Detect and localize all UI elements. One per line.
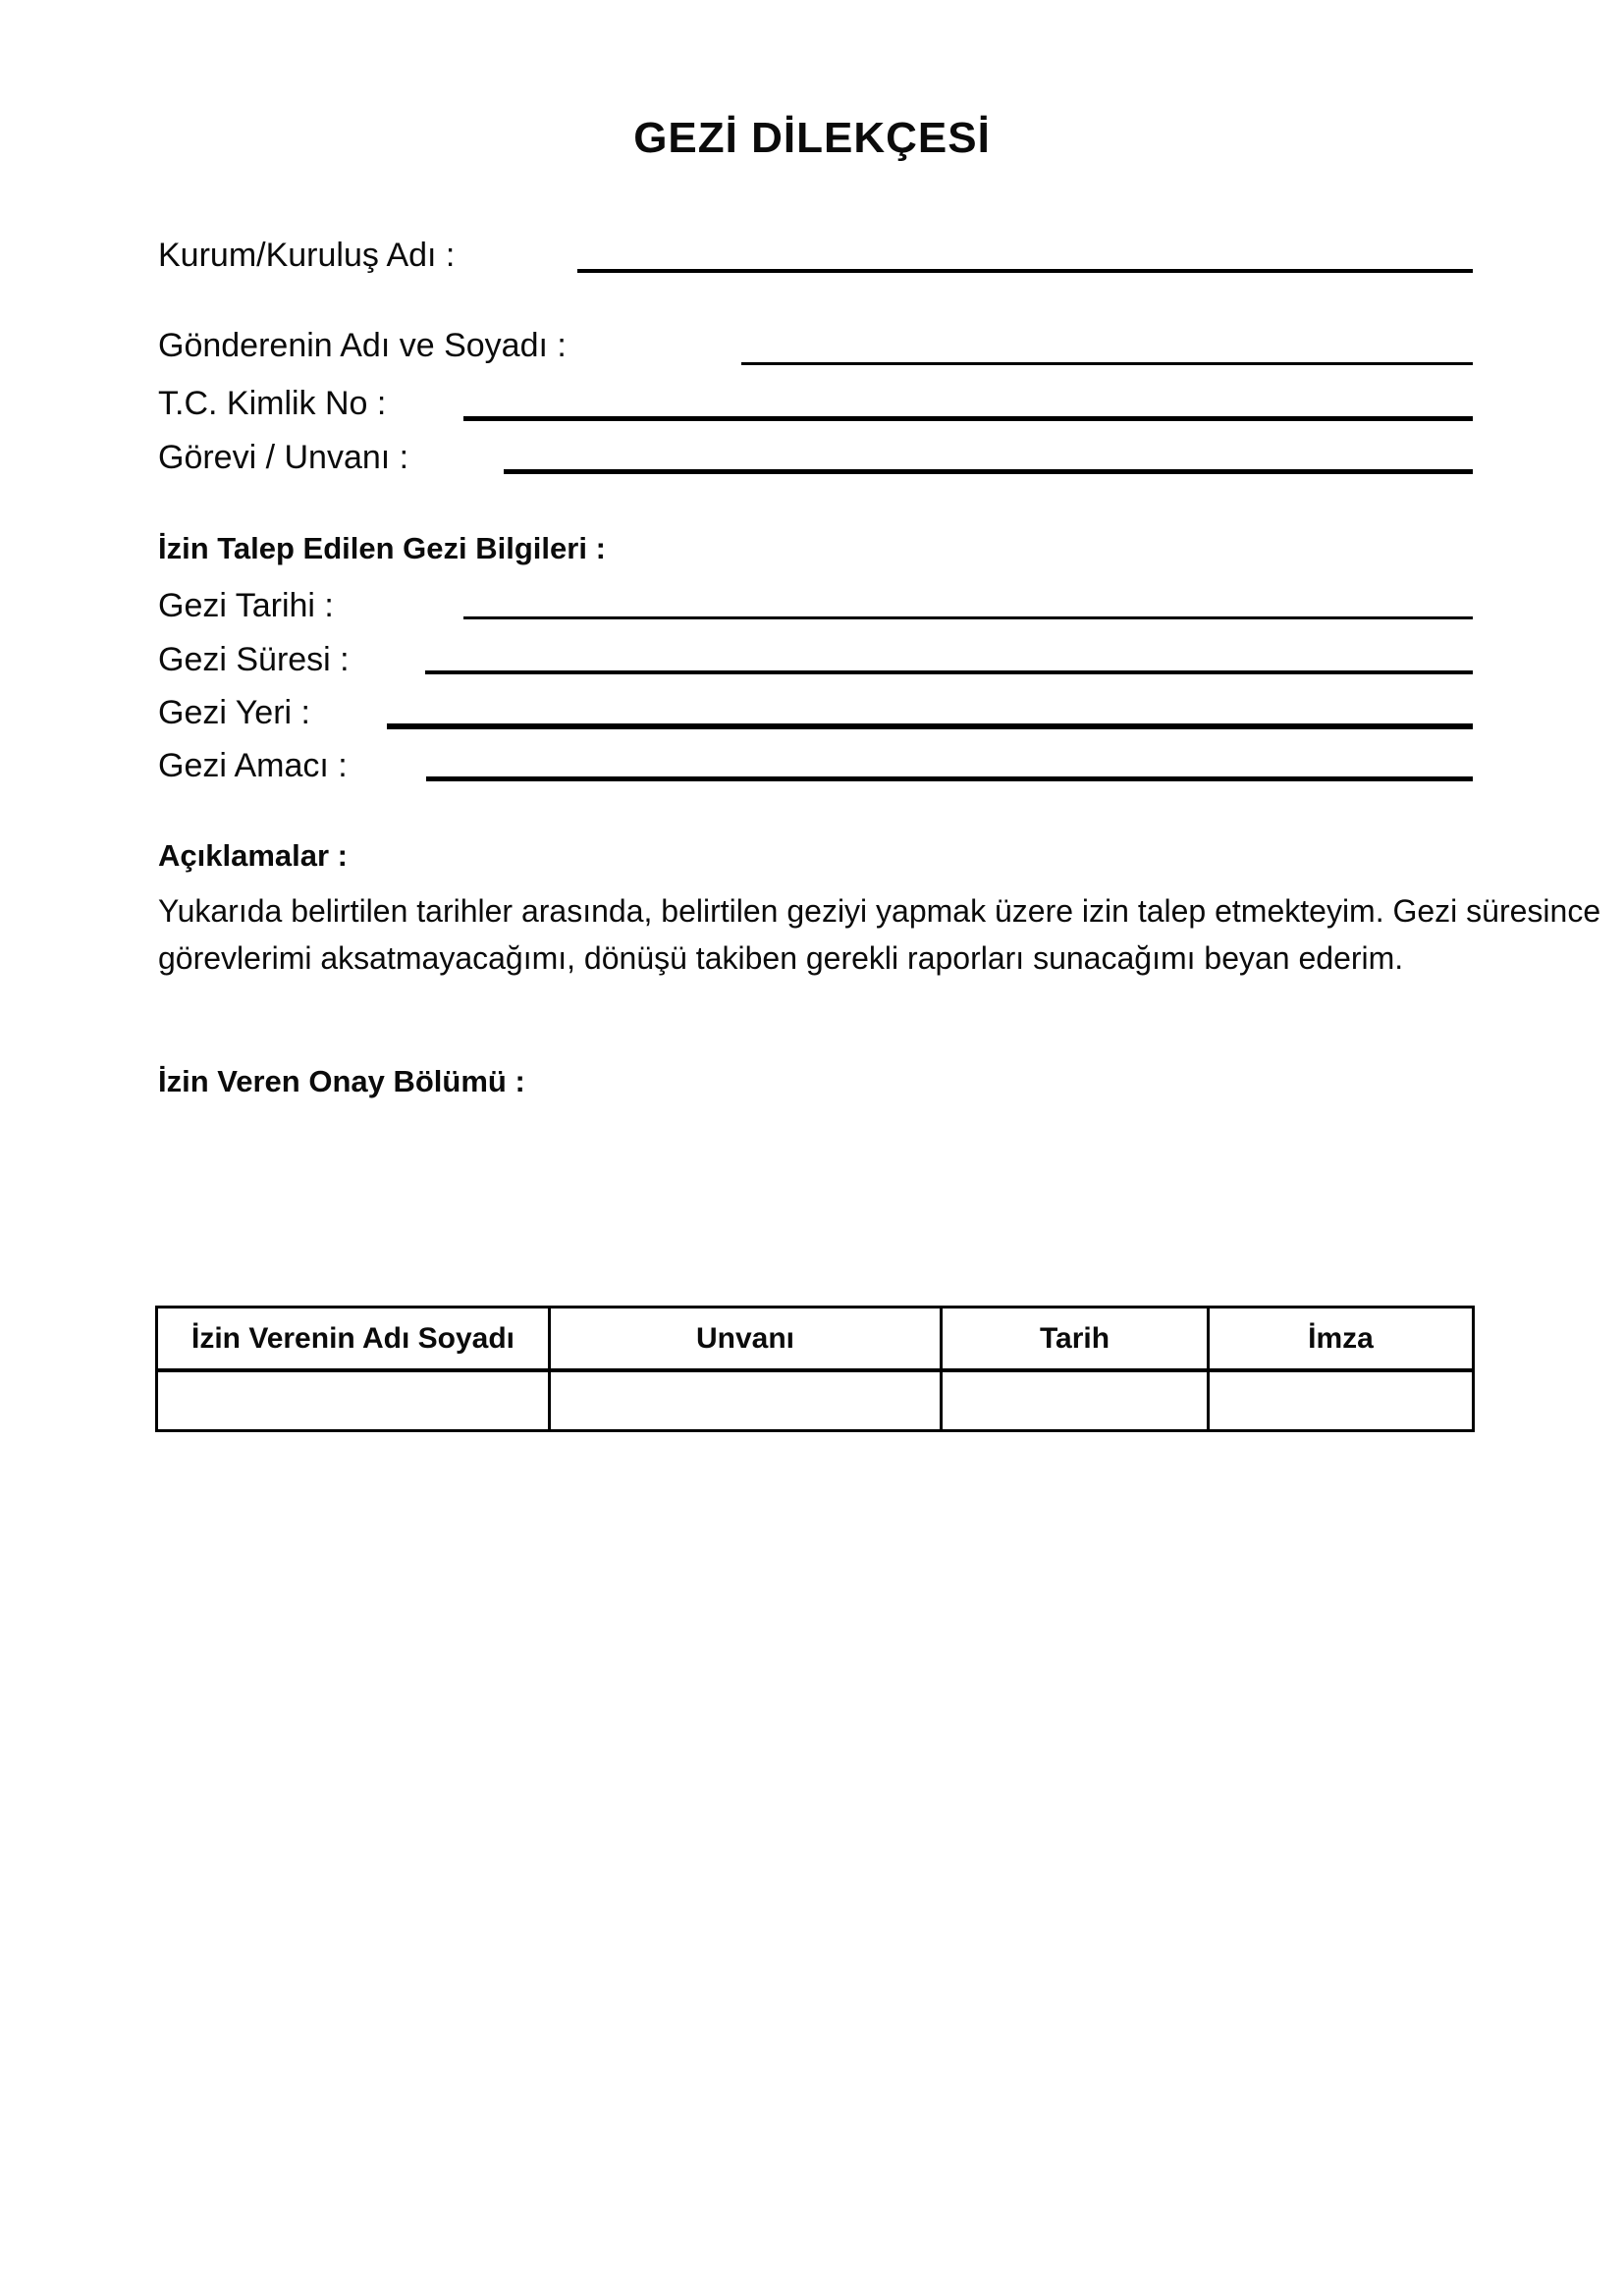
gezi-tarihi-label: Gezi Tarihi : bbox=[158, 587, 334, 624]
kurum-field-line[interactable] bbox=[577, 269, 1473, 273]
cell-unvani[interactable] bbox=[550, 1370, 942, 1431]
cell-izin-verenin-adi-soyadi[interactable] bbox=[157, 1370, 550, 1431]
gonderen-field-line[interactable] bbox=[741, 362, 1473, 365]
gezi-suresi-field-line[interactable] bbox=[425, 670, 1473, 674]
gezi-amaci-field-line[interactable] bbox=[426, 776, 1473, 781]
approval-table-header-row bbox=[157, 1308, 1474, 1371]
tc-kimlik-field-line[interactable] bbox=[463, 416, 1473, 421]
page-title: GEZİ DİLEKÇESİ bbox=[633, 114, 991, 162]
header-imza: İmza bbox=[1209, 1308, 1474, 1371]
cell-tarih[interactable] bbox=[942, 1370, 1209, 1431]
header-unvani: Unvanı bbox=[550, 1308, 942, 1371]
header-tarih: Tarih bbox=[942, 1308, 1209, 1371]
cell-imza[interactable] bbox=[1209, 1370, 1474, 1431]
gezi-yeri-label: Gezi Yeri : bbox=[158, 694, 310, 731]
gorev-field-line[interactable] bbox=[504, 469, 1473, 474]
gezi-amaci-label: Gezi Amacı : bbox=[158, 747, 348, 784]
header-izin-verenin-adi-soyadi: İzin Verenin Adı Soyadı bbox=[157, 1308, 550, 1371]
tc-kimlik-label: T.C. Kimlik No : bbox=[158, 385, 387, 422]
gezi-suresi-label: Gezi Süresi : bbox=[158, 641, 350, 678]
approval-table bbox=[155, 1306, 1475, 1432]
declaration-line-1: Yukarıda belirtilen tarihler arasında, belirtilen geziyi yapmak üzere izin talep etmekteyim. Gezi süresince bbox=[158, 893, 1601, 929]
approval-section-heading: İzin Veren Onay Bölümü : bbox=[158, 1064, 525, 1098]
declaration-paragraph bbox=[158, 887, 1601, 982]
kurum-label: Kurum/Kuruluş Adı : bbox=[158, 237, 456, 274]
gezi-tarihi-field-line[interactable] bbox=[463, 616, 1473, 619]
notes-heading: Açıklamalar : bbox=[158, 838, 348, 873]
trip-section-heading: İzin Talep Edilen Gezi Bilgileri : bbox=[158, 531, 606, 565]
gonderen-label: Gönderenin Adı ve Soyadı : bbox=[158, 327, 567, 364]
approval-table-data-row bbox=[157, 1370, 1474, 1431]
gezi-yeri-field-line[interactable] bbox=[387, 723, 1473, 729]
gorev-label: Görevi / Unvanı : bbox=[158, 439, 409, 476]
declaration-line-2: görevlerimi aksatmayacağımı, dönüşü takiben gerekli raporları sunacağımı beyan ederim. bbox=[158, 940, 1404, 976]
